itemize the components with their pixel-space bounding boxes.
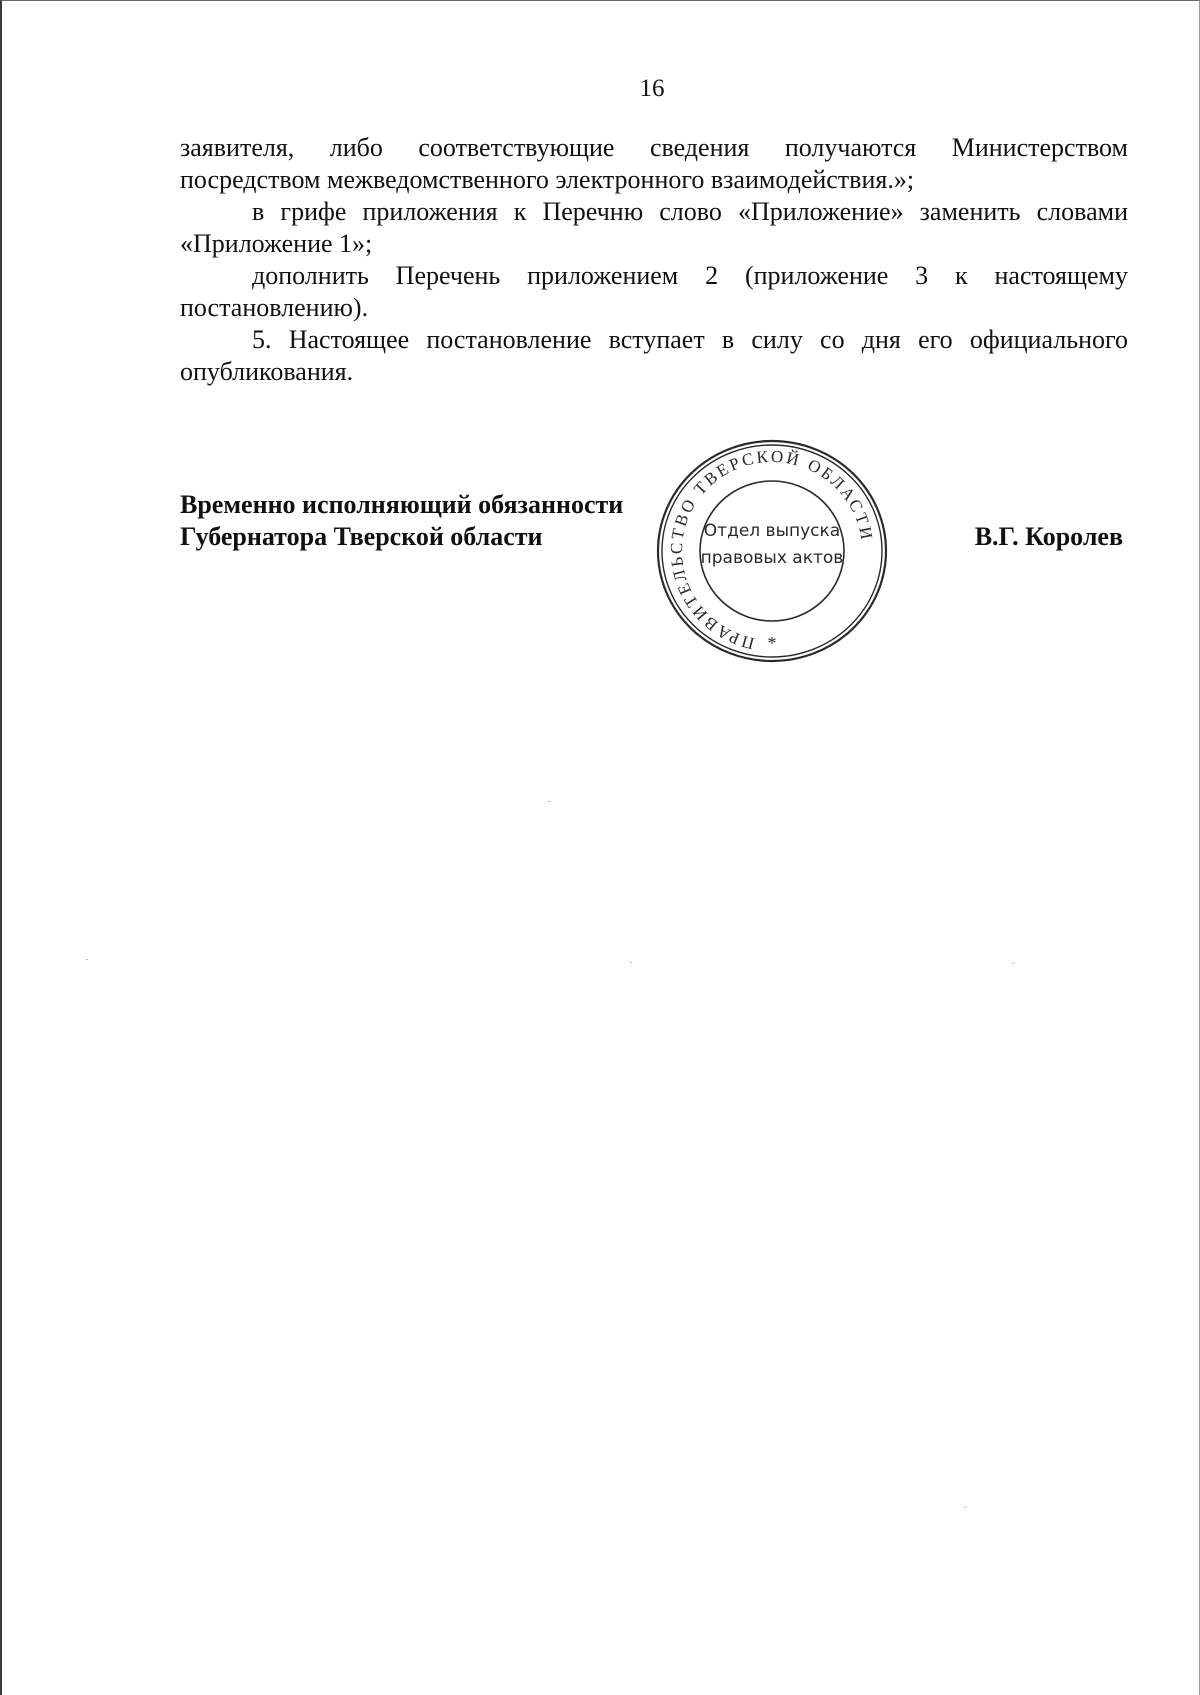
stamp-ring-text: ПРАВИТЕЛЬСТВО ТВЕРСКОЙ ОБЛАСТИ (666, 446, 877, 654)
signature-position-line2: Губернатора Тверской области (180, 522, 543, 551)
paragraph-add-appendix: дополнить Перечень приложением 2 (приложение 3 к настоящему постановлению). (180, 261, 1128, 322)
scan-speck (630, 962, 632, 963)
stamp-center-line2: правовых актов (700, 548, 844, 568)
signature-position-line1: Временно исполняющий обязанности (180, 490, 624, 519)
scan-speck (964, 1507, 966, 1508)
stamp-star: * (767, 633, 777, 653)
official-stamp (654, 437, 890, 665)
page-number: 16 (639, 75, 665, 102)
paragraph-continuation: заявителя, либо соответствующие сведения получаются Министерством посредством межведомственного электронного взаимодействия.»; (180, 133, 1128, 194)
signature-position (180, 489, 623, 553)
scan-speck (548, 801, 550, 802)
stamp-center-line1: Отдел выпуска (703, 521, 841, 541)
signer-name: В.Г. Королев (974, 522, 1123, 551)
paragraph-appendix-heading: в грифе приложения к Перечню слово «Приложение» заменить словами «Приложение 1»; (180, 197, 1128, 258)
scan-speck (86, 959, 88, 960)
scan-speck (1012, 963, 1014, 964)
document-body (180, 132, 1128, 388)
stamp-seal (654, 437, 890, 665)
paragraph-effective-date: 5. Настоящее постановление вступает в силу со дня его официального опубликования. (180, 325, 1128, 386)
